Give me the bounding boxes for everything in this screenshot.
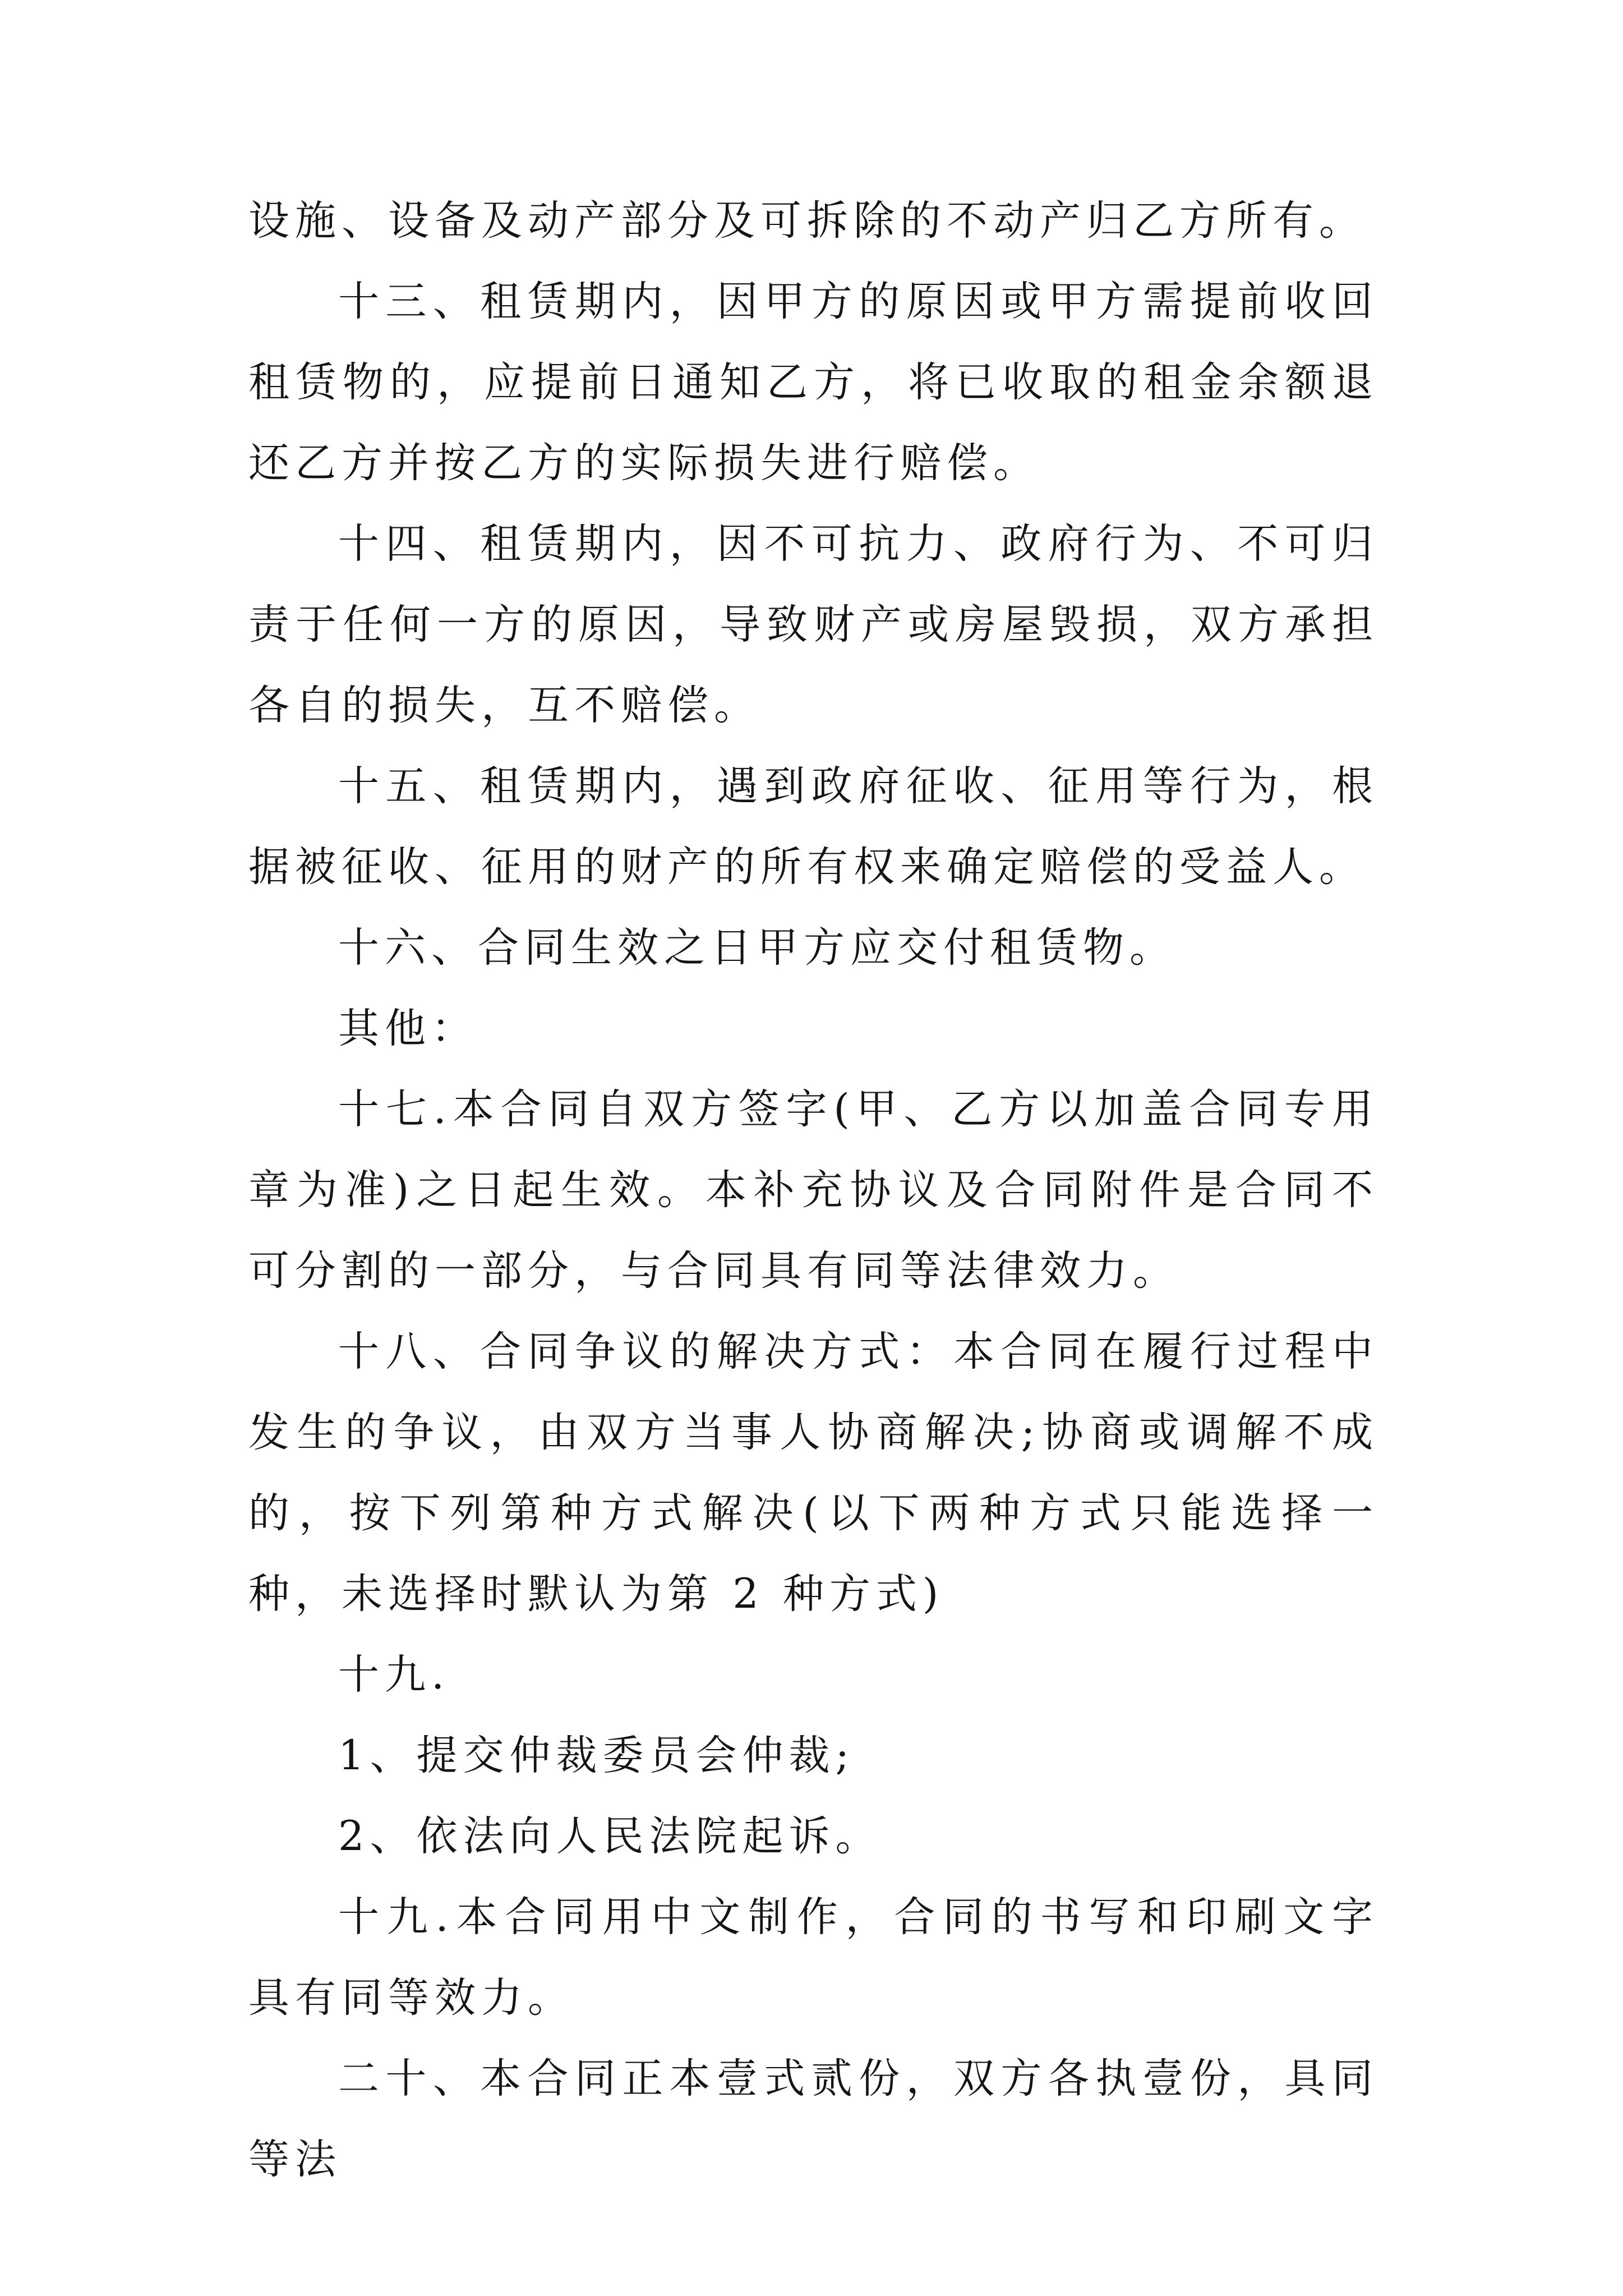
paragraph-clause-19: 十九.本合同用中文制作，合同的书写和印刷文字具有同等效力。 (248, 1893, 1378, 2022)
paragraph-clause-16: 十六、合同生效之日甲方应交付租赁物。 (338, 924, 1176, 972)
paragraph-option-2: 2、依法向人民法院起诉。 (338, 1812, 882, 1860)
paragraph-clause-18: 十八、合同争议的解决方式：本合同在履行过程中发生的争议，由双方当事人协商解决;协商或调解不成的，按下列第种方式解决(以下两种方式只能选择一种，未选择时默认为第 2 种方式) (248, 1328, 1378, 1618)
paragraph-clause-20: 二十、本合同正本壹式贰份，双方各执壹份，具同等法 (248, 2055, 1378, 2183)
document-body (248, 181, 1378, 2200)
paragraph-option-1: 1、提交仲裁委员会仲裁; (338, 1732, 855, 1779)
paragraph-facilities-ownership: 设施、设备及动产部分及可拆除的不动产归乙方所有。 (248, 197, 1366, 245)
paragraph-clause-19-heading: 十九. (338, 1651, 450, 1699)
paragraph-other-heading: 其他： (338, 1005, 478, 1052)
paragraph-clause-15: 十五、租赁期内，遇到政府征收、征用等行为，根据被征收、征用的财产的所有权来确定赔偿的受益人。 (248, 762, 1378, 891)
paragraph-clause-17: 十七.本合同自双方签字(甲、乙方以加盖合同专用章为准)之日起生效。本补充协议及合同附件是合同不可分割的一部分，与合同具有同等法律效力。 (248, 1085, 1378, 1295)
paragraph-clause-14: 十四、租赁期内，因不可抗力、政府行为、不可归责于任何一方的原因，导致财产或房屋毁损，双方承担各自的损失，互不赔偿。 (248, 520, 1378, 729)
paragraph-clause-13: 十三、租赁期内，因甲方的原因或甲方需提前收回租赁物的，应提前日通知乙方，将已收取的租金余额退还乙方并按乙方的实际损失进行赔偿。 (248, 278, 1378, 487)
